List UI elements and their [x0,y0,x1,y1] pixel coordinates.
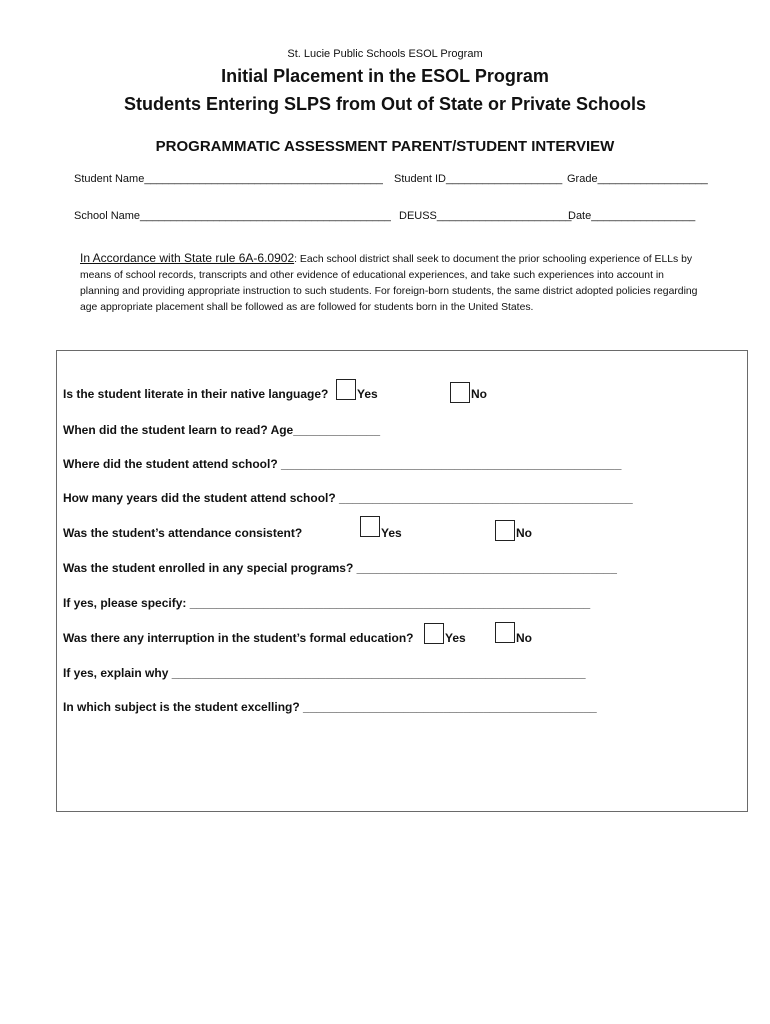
grade-field[interactable]: Grade__________________ [567,173,708,185]
interview-box [56,350,748,812]
question-subject-excelling[interactable]: In which subject is the student excelling? ____________________________________________ [63,700,597,714]
literate-yes-checkbox[interactable] [336,379,356,400]
school-name-field[interactable]: School Name_________________________________________ [74,210,391,222]
literate-yes-label: Yes [357,387,378,401]
interview-heading: PROGRAMMATIC ASSESSMENT PARENT/STUDENT INTERVIEW [155,138,615,155]
attendance-yes-label: Yes [381,526,402,540]
literate-no-checkbox[interactable] [450,382,470,403]
date-field[interactable]: Date_________________ [568,210,696,222]
attendance-no-checkbox[interactable] [495,520,515,541]
question-special-programs[interactable]: Was the student enrolled in any special programs? _______________________________________ [63,561,617,575]
question-attend-school[interactable]: Where did the student attend school? ___________________________________________________ [63,457,622,471]
form-subtitle: Students Entering SLPS from Out of State or Private Schools [123,94,647,114]
attendance-yes-checkbox[interactable] [360,516,380,537]
question-interruption: Was there any interruption in the student’s formal education? [63,631,414,645]
attendance-no-label: No [516,526,532,540]
literate-no-label: No [471,387,487,401]
program-name: St. Lucie Public Schools ESOL Program [287,48,483,60]
interruption-no-label: No [516,631,532,645]
state-rule-reference: In Accordance with State rule 6A-6.0902 [80,251,295,265]
interruption-no-checkbox[interactable] [495,622,515,643]
question-attendance-consistent: Was the student’s attendance consistent? [63,526,303,540]
question-years-attended[interactable]: How many years did the student attend school? ____________________________________________ [63,491,633,505]
student-name-field[interactable]: Student Name_______________________________________ [74,173,383,185]
question-learn-to-read[interactable]: When did the student learn to read? Age_____________ [63,423,380,437]
deuss-field[interactable]: DEUSS______________________ [399,210,572,222]
question-specify[interactable]: If yes, please specify: ____________________________________________________________ [63,596,591,610]
state-rule-paragraph [80,250,700,316]
question-literate: Is the student literate in their native language? [63,387,329,401]
state-rule-text: : Each school district shall seek to document the prior schooling experience of ELLs by means of school records, transcripts and other evidence of educational experiences, and take such experiences into account in planning and providing appropriate instruction to such students. For foreign-born students, the same district adopted policies regarding age appropriate placement shall be followed as are followed for students born in the United States. [80,254,698,313]
form-title: Initial Placement in the ESOL Program [221,66,549,86]
interruption-yes-checkbox[interactable] [424,623,444,644]
interruption-yes-label: Yes [445,631,466,645]
student-id-field[interactable]: Student ID___________________ [394,173,563,185]
question-explain-why[interactable]: If yes, explain why ______________________________________________________________ [63,666,586,680]
